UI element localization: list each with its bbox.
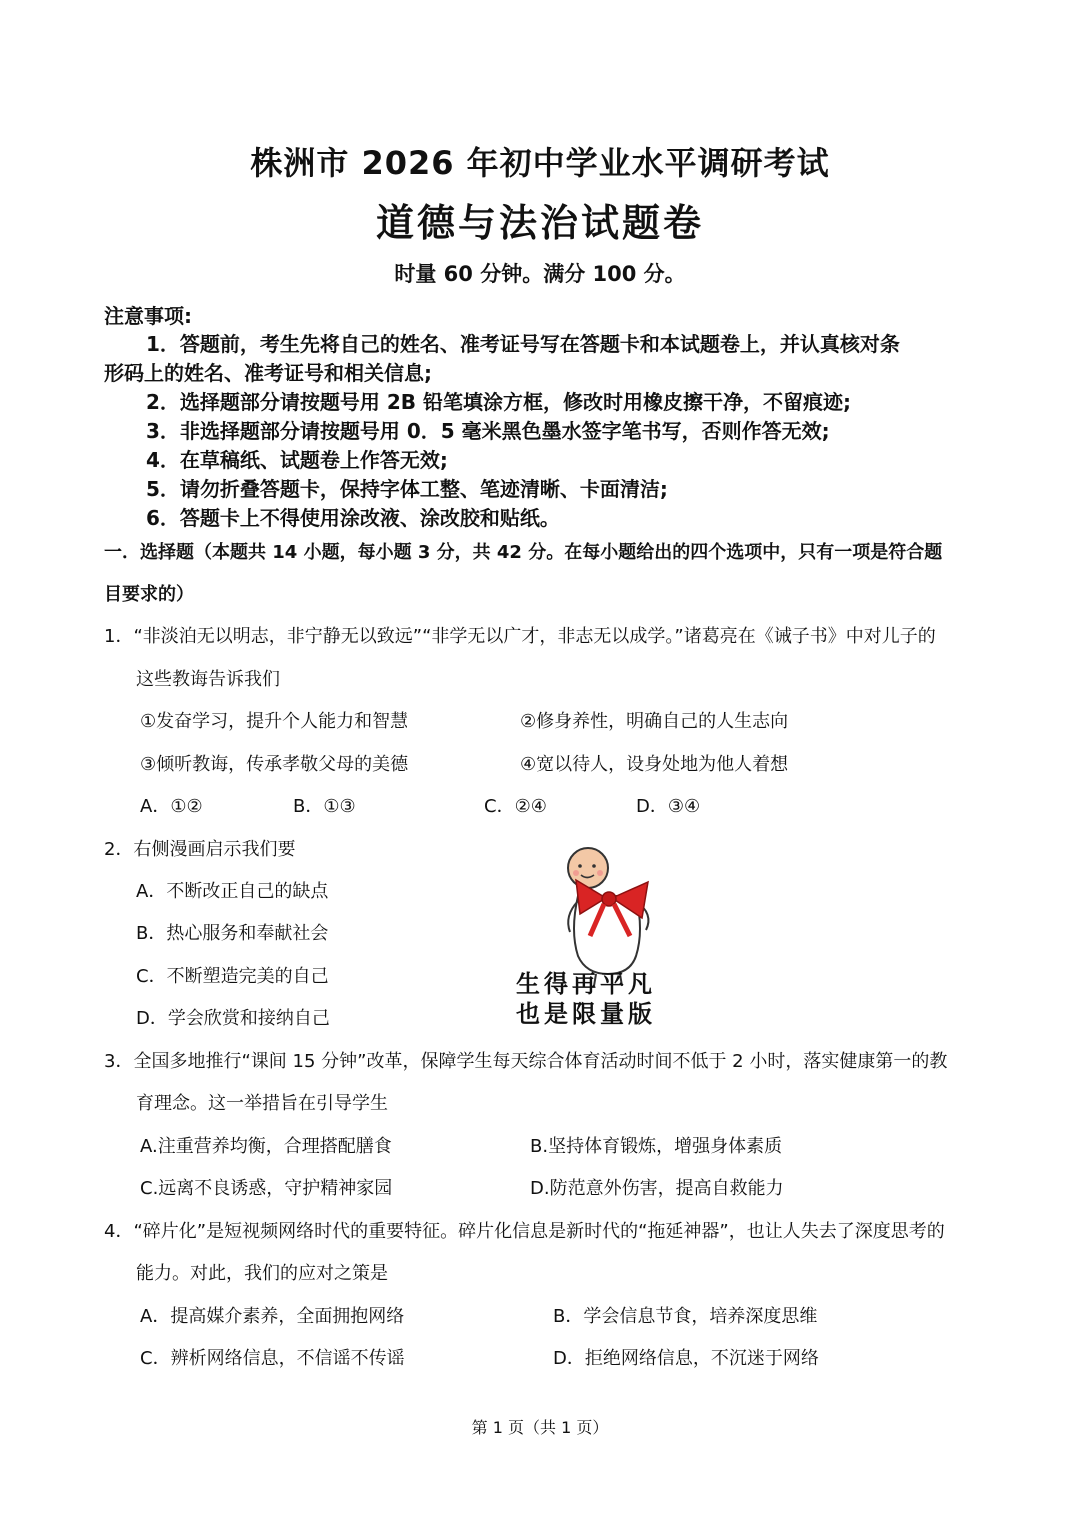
question-2-option-a: A．不断改正自己的缺点 (136, 881, 329, 902)
question-3-option-d: D.防范意外伤害，提高自救能力 (530, 1178, 784, 1199)
notice-item-1-line-1: 1．答题前，考生先将自己的姓名、准考证号写在答题卡和本试题卷上，并认真核对条 (146, 332, 900, 356)
notice-item-4: 4．在草稿纸、试题卷上作答无效; (146, 448, 448, 472)
cartoon-caption-line-1: 生得再平凡 (516, 970, 656, 998)
notice-item-6: 6．答题卡上不得使用涂改液、涂改胶和贴纸。 (146, 506, 560, 530)
cartoon-illustration (508, 836, 708, 1026)
question-4-stem-line-2: 能力。对此，我们的应对之策是 (136, 1263, 388, 1284)
question-2-option-b: B．热心服务和奉献社会 (136, 923, 329, 944)
notice-item-3: 3．非选择题部分请按题号用 0．5 毫米黑色墨水签字笔书写，否则作答无效; (146, 419, 830, 443)
time-score-info: 时量 60 分钟。满分 100 分。 (394, 262, 686, 286)
question-1-statement-2: ②修身养性，明确自己的人生志向 (520, 711, 789, 732)
paper-subject-title: 道德与法治试题卷 (375, 201, 704, 245)
notice-heading: 注意事项: (104, 304, 192, 328)
question-2-option-d: D．学会欣赏和接纳自己 (136, 1008, 330, 1029)
question-1-statement-1: ①发奋学习，提升个人能力和智慧 (140, 711, 409, 732)
question-3-stem-line-1: 3．全国多地推行“课间 15 分钟”改革，保障学生每天综合体育活动时间不低于 2 小时，落实健康第一的教 (104, 1051, 948, 1072)
question-1-option-a: A．①② (140, 796, 203, 817)
notice-item-5: 5．请勿折叠答题卡，保持字体工整、笔迹清晰、卡面清洁; (146, 477, 668, 501)
question-3-option-a: A.注重营养均衡，合理搭配膳食 (140, 1136, 392, 1157)
question-1-option-b: B．①③ (293, 796, 356, 817)
question-3-stem-line-2: 育理念。这一举措旨在引导学生 (136, 1093, 388, 1114)
question-4-option-a: A．提高媒介素养，全面拥抱网络 (140, 1306, 405, 1327)
question-4-stem-line-1: 4．“碎片化”是短视频网络时代的重要特征。碎片化信息是新时代的“拖延神器”，也让人失去了深度思考的 (104, 1221, 945, 1242)
question-1-option-d: D．③④ (636, 796, 701, 817)
question-1-statement-3: ③倾听教诲，传承孝敬父母的美德 (140, 754, 409, 775)
question-2-stem: 2．右侧漫画启示我们要 (104, 839, 296, 860)
question-1-stem-line-1: 1．“非淡泊无以明志，非宁静无以致远”“非学无以广才，非志无以成学。”诸葛亮在《诫子书》中对儿子的 (104, 626, 936, 647)
question-4-option-b: B．学会信息节食，培养深度思维 (553, 1306, 818, 1327)
notice-item-2: 2．选择题部分请按题号用 2B 铅笔填涂方框，修改时用橡皮擦干净，不留痕迹; (146, 390, 851, 414)
page-number: 第 1 页（共 1 页） (471, 1418, 609, 1437)
question-3-option-c: C.远离不良诱惑，守护精神家园 (140, 1178, 393, 1199)
question-4-option-d: D．拒绝网络信息，不沉迷于网络 (553, 1348, 819, 1369)
question-1-statement-4: ④宽以待人，设身处地为他人着想 (520, 754, 789, 775)
question-1-stem-line-2: 这些教诲告诉我们 (136, 669, 280, 690)
question-4-option-c: C．辨析网络信息，不信谣不传谣 (140, 1348, 405, 1369)
cartoon-caption-line-2: 也是限量版 (516, 1000, 656, 1028)
exam-title: 株洲市 2026 年初中学业水平调研考试 (250, 144, 830, 182)
question-2-option-c: C．不断塑造完美的自己 (136, 966, 329, 987)
section-heading-line-2: 目要求的） (104, 584, 194, 605)
question-1-option-c: C．②④ (484, 796, 547, 817)
section-heading-line-1: 一．选择题（本题共 14 小题，每小题 3 分，共 42 分。在每小题给出的四个选项中，只有一项是符合题 (104, 542, 943, 563)
notice-item-1-line-2: 形码上的姓名、准考证号和相关信息; (104, 361, 432, 385)
question-3-option-b: B.坚持体育锻炼，增强身体素质 (530, 1136, 783, 1157)
